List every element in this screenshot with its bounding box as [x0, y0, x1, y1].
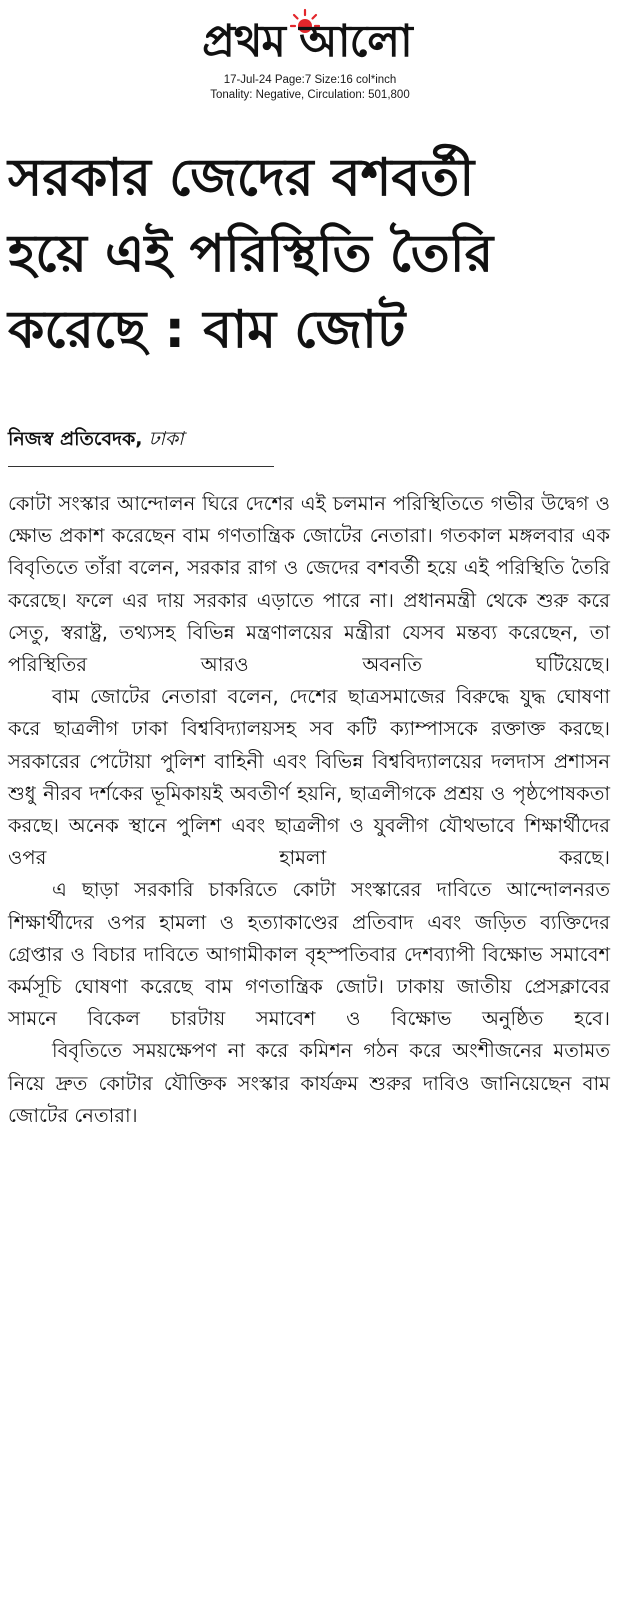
article-paragraph-3: এ ছাড়া সরকারি চাকরিতে কোটা সংস্কারের দাবিতে আন্দোলনরত শিক্ষার্থীদের ওপর হামলা ও হত্যাকাণ্ডের প্রতিবাদ এবং জড়িত ব্যক্তিদের গ্রেপ্তার ও বিচার দাবিতে আগামীকাল বৃহস্পতিবার দেশব্যাপী বিক্ষোভ সমাবেশ কর্মসূচি ঘোষণা করেছে বাম গণতান্ত্রিক জোট। ঢাকায় জাতীয় প্রেসক্লাবের সামনে বিকেল চারটায় সমাবেশ ও বিক্ষোভ অনুষ্ঠিত হবে।	[8, 878, 610, 1031]
article-paragraph-4: বিবৃতিতে সময়ক্ষেপণ না করে কমিশন গঠন করে অংশীজনের মতামত নিয়ে দ্রুত কোটার যৌক্তিক সংস্কার কার্যক্রম শুরুর দাবিও জানিয়েছেন বাম জোটের নেতারা।	[8, 1039, 610, 1127]
masthead	[0, 0, 618, 110]
byline	[8, 425, 184, 455]
headline-line-3: করেছে : বাম জোট	[8, 300, 406, 360]
headline-line-2: হয়ে এই পরিস্থিতি তৈরি	[8, 224, 494, 284]
clipping-meta-tonality: Tonality: Negative, Circulation: 501,800	[210, 89, 410, 101]
article-paragraph-1: কোটা সংস্কার আন্দোলন ঘিরে দেশের এই চলমান পরিস্থিতিতে গভীর উদ্বেগ ও ক্ষোভ প্রকাশ করেছেন বাম গণতান্ত্রিক জোটের নেতারা। গতকাল মঙ্গলবার এক বিবৃতিতে তাঁরা বলেন, সরকার রাগ ও জেদের বশবর্তী হয়ে এই পরিস্থিতি তৈরি করেছে। ফলে এর দায় সরকার এড়াতে পারে না। প্রধানমন্ত্রী থেকে শুরু করে সেতু, স্বরাষ্ট্র, তথ্যসহ বিভিন্ন মন্ত্রণালয়ের মন্ত্রীরা যেসব মন্তব্য করেছেন, তা পরিস্থিতির আরও অবনতি ঘটিয়েছে।	[8, 492, 610, 677]
newspaper-logo	[172, 4, 442, 68]
article-body	[8, 488, 610, 1132]
article-paragraph-2: বাম জোটের নেতারা বলেন, দেশের ছাত্রসমাজের বিরুদ্ধে যুদ্ধ ঘোষণা করে ছাত্রলীগ ঢাকা বিশ্ববিদ্যালয়সহ সব কটি ক্যাম্পাসকে রক্তাক্ত করছে। সরকারের পেটোয়া পুলিশ বাহিনী এবং বিভিন্ন বিশ্ববিদ্যালয়ের দলদাস প্রশাসন শুধু নীরব দর্শকের ভূমিকায়ই অবতীর্ণ হয়নি, ছাত্রলীগকে প্রশ্রয় ও পৃষ্ঠপোষকতা করছে। অনেক স্থানে পুলিশ এবং ছাত্রলীগ ও যুবলীগ যৌথভাবে শিক্ষার্থীদের ওপর হামলা করছে।	[8, 685, 610, 870]
headline-line-1: সরকার জেদের বশবর্তী	[8, 148, 475, 208]
logo-wordmark: প্রথম আলো	[202, 16, 412, 67]
byline-reporter: নিজস্ব প্রতিবেদক,	[8, 428, 143, 450]
byline-place: ঢাকা	[148, 428, 184, 450]
headline	[8, 140, 613, 368]
byline-divider	[8, 466, 274, 467]
clipping-meta-date-page: 17-Jul-24 Page:7 Size:16 col*inch	[223, 74, 397, 86]
